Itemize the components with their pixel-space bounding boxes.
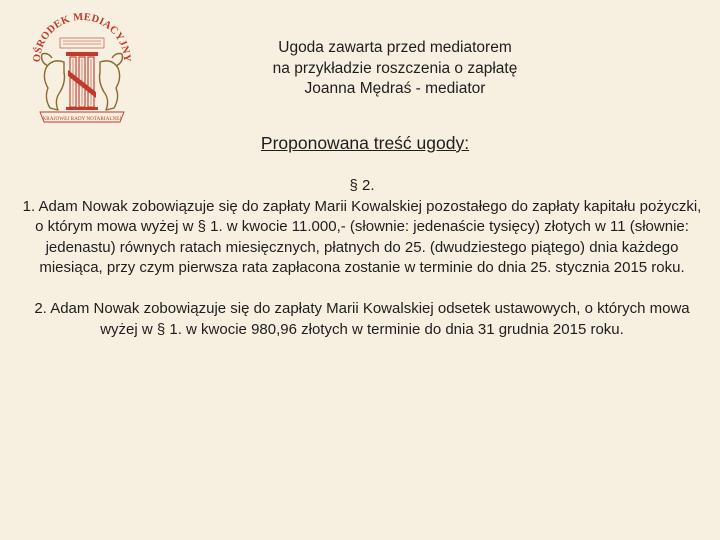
crest-icon [30, 12, 134, 130]
presentation-header [200, 38, 590, 100]
proposed-content-heading: Proponowana treść ugody: [260, 133, 470, 153]
logo-arc-text: OŚRODEK MEDIACYJNY [31, 12, 133, 63]
settlement-paragraph-1: 1. Adam Nowak zobowiązuje się do zapłaty Marii Kowalskiej pozostałego do zapłaty kapitału pożyczki, o którym mowa wyżej w § 1. w kwocie 11.000,- (słownie: jedenaście tysięcy) złotych w 11 (słownie: jedenastu) równych ratach miesięcznych, płatnych do 25. (dwudziestego piątego) dnia każdego miesiąca, przy czym pierwsza rata zapłacona zostanie w terminie do dnia 25. stycznia 2015 roku. [22, 197, 702, 277]
settlement-text [22, 176, 702, 340]
header-title-line: Ugoda zawarta przed mediatorem [278, 39, 512, 56]
header-subject-line: na przykładzie roszczenia o zapłatę [272, 59, 518, 77]
header-author-line: Joanna Mędraś - mediator [304, 80, 486, 97]
mediation-center-logo [30, 12, 134, 130]
settlement-paragraph-2: 2. Adam Nowak zobowiązuje się do zapłaty Marii Kowalskiej odsetek ustawowych, o których mowa wyżej w § 1. w kwocie 980,96 złotych w terminie do dnia 31 grudnia 2015 roku. [34, 299, 690, 338]
section-heading: § 2. [349, 177, 375, 194]
logo-banner-text: KRAJOWEJ RADY NOTARIALNEJ [42, 116, 122, 122]
